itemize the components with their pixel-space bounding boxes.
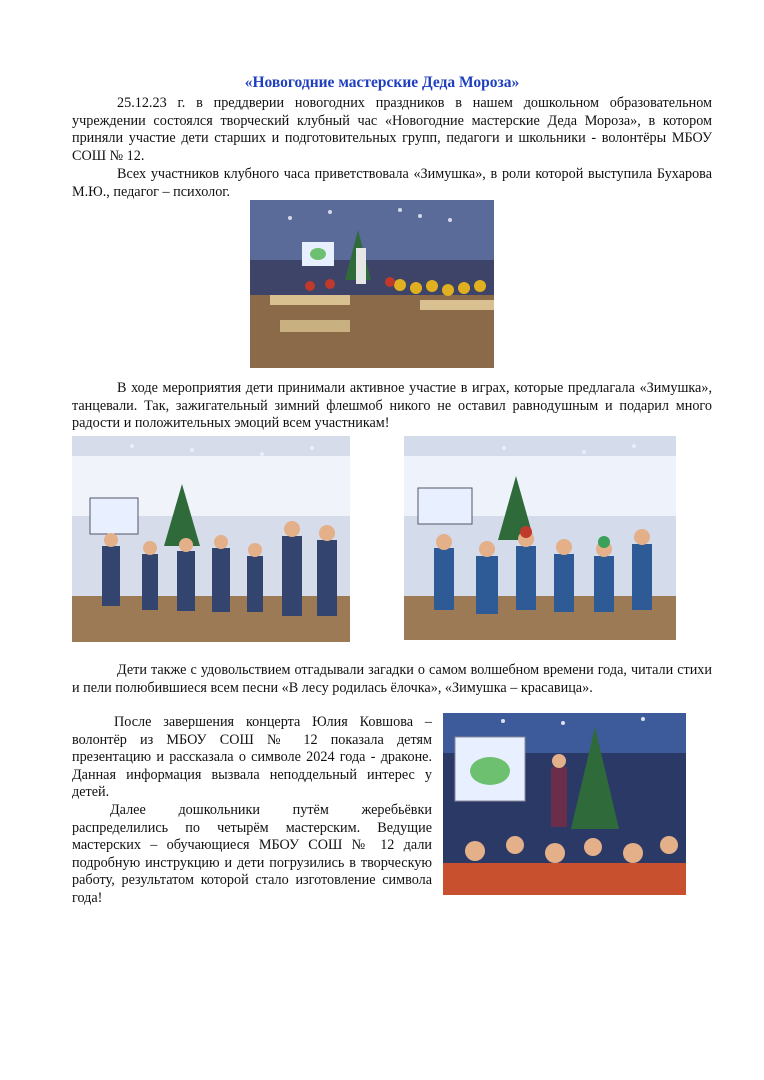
paragraph-intro: 25.12.23 г. в преддверии новогодних праздников в нашем дошкольном образовательном учреждении состоялся творческий клубный час «Новогодние мастерские Деда Мороза», в котором приняли участие дети старших и подготовительных групп, педагоги и школьники - волонтёры МБОУ СОШ № 12. — [72, 95, 712, 164]
photo-presentation — [443, 713, 686, 895]
paragraph-workshops: Далее дошкольники путём жеребьёвки распределились по четырём мастерским. Ведущие мастерских – обучающиеся МБОУ СОШ № 12 дали подробную инструкцию и дети погрузились в творческую работу, результатом которой стало изготовление символа года! — [72, 802, 432, 906]
photo-classroom-greeting — [250, 200, 494, 368]
paragraph-games: В ходе мероприятия дети принимали активное участие в играх, которые предлагала «Зимушка», танцевали. Так, зажигательный зимний флешмоб никого не оставил равнодушным и подарил много радости и положительных эмоций всем участникам! — [72, 380, 712, 432]
photo-flashmob-right — [404, 436, 676, 640]
paragraph-riddles: Дети также с удовольствием отгадывали загадки о самом волшебном времени года, читали стихи и пели полюбившиеся всем песни «В лесу родилась ёлочка», «Зимушка – красавица». — [72, 662, 712, 696]
paragraph-presentation: После завершения концерта Юлия Ковшова – волонтёр из МБОУ СОШ № 12 показала детям презентацию и рассказала о символе 2024 года - драконе. Данная информация вызвала неподдельный интерес у детей. — [72, 714, 432, 801]
photo-flashmob-left — [72, 436, 350, 642]
page-title: «Новогодние мастерские Деда Мороза» — [244, 74, 520, 91]
paragraph-greeting: Всех участников клубного часа приветствовала «Зимушка», в роли которой выступила Бухарова М.Ю., педагог – психолог. — [72, 166, 712, 200]
